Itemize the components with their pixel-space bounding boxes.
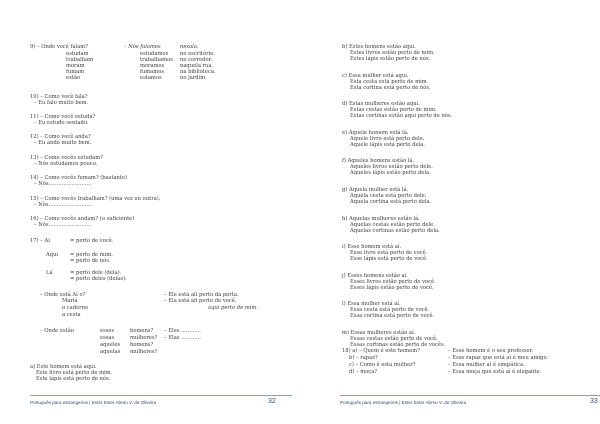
ex9-answer-head: – Nós falamos [124, 44, 161, 50]
onde-estao-demonstrative: esses [100, 328, 115, 334]
demonstrative-title: j) Esses homens estão aí. [342, 272, 408, 279]
demonstrative-line: Essas cortinas estão perto de vocês. [350, 342, 446, 348]
onde-estao-demonstrative: aqueles [100, 342, 121, 348]
ex10-question: 10) – Como você fala? [30, 94, 88, 100]
ex9-answer-verb: estudamos [140, 51, 169, 57]
ex18-question: d) – moça? [349, 369, 378, 375]
ex9-verb: moram [66, 63, 85, 69]
demonstrative-line: Estas cortinas estão aqui perto de nós. [350, 113, 453, 120]
ex12-answer: – Eu ando muito bem. [34, 140, 92, 146]
ex17-adverb: Lá [46, 270, 53, 276]
ex9-verb: trabalham [66, 57, 94, 63]
onde-estao-noun: mulheres? [130, 349, 158, 355]
ex18-question: c) – Como é esta mulher? [349, 362, 416, 368]
demonstrative-title: m) Essas mulheres estão aí. [342, 330, 416, 336]
onde-esta-reply: – Ela está ali perto de você. [164, 298, 237, 304]
ex15-answer: – Nós.......................... [34, 202, 92, 208]
page-number: 33 [590, 398, 598, 405]
onde-esta-item: Maria [62, 298, 78, 304]
exa-line: Este lápis está perto de nós. [36, 376, 111, 382]
exa-line: Este livro está perto de mim. [36, 370, 113, 376]
onde-esta-reply: – Ele está ali perto da porta. [164, 292, 239, 298]
ex9-verb: fumam [66, 69, 85, 75]
onde-estao-reply: – Elas ............ [164, 335, 201, 341]
ex16-answer: – Nós.......................... [34, 222, 92, 228]
demonstrative-line: Aquelas cortinas estão perto dela. [350, 227, 440, 234]
right-page [300, 0, 600, 424]
ex18-answer: – Essa moça que está aí é elegante. [448, 369, 542, 375]
ex18-question: b) – rapaz? [349, 355, 378, 361]
ex15-question: 15) – Como vocês trabalham? (uma vez ou outra). [30, 196, 161, 202]
ex13-answer: – Nós estudamos pouco. [34, 161, 98, 167]
ex9-place: no escritório. [180, 51, 215, 57]
demonstrative-line: Esse lápis está perto de você. [350, 256, 428, 263]
demonstrative-line: Aquele livro está perto dele. [350, 135, 425, 142]
ex9-place: no corredor. [180, 57, 213, 63]
onde-esta-item: o caderno [62, 305, 89, 311]
ex9-verb: estão [66, 75, 81, 81]
ex10-answer: – Eu falo muito bem. [34, 100, 89, 106]
demonstrative-title: d) Estas mulheres estão aqui. [342, 101, 420, 108]
onde-esta-lead: – Onde está Aí o? [40, 292, 86, 298]
ex18-question: 18) a) – Quem é este homem? [342, 348, 420, 354]
demonstrative-line: Esses livros estão perto de você. [350, 278, 436, 285]
onde-estao-reply: – Eles ............ [164, 328, 201, 334]
ex14-question: 14) – Como vocês fumam? (bastante) [30, 175, 128, 181]
onde-estao-demonstrative: aquelas [100, 349, 121, 355]
demonstrative-line: Aquela cesta está perto dele. [350, 193, 427, 199]
demonstrative-line: Aquela cortina está perto dela. [350, 199, 432, 205]
ex9-answer-verb: moramos [140, 63, 165, 69]
demonstrative-line: Essa cesta está perto de você. [350, 307, 430, 314]
demonstrative-title: b) Estes homens estão aqui. [342, 44, 416, 50]
footer-text: Português para estrangeiros | Ester Ester Abreu V. de Oliveira [30, 400, 157, 405]
demonstrative-line: Aquele lápis está perto dela. [350, 141, 425, 148]
ex12-question: 12) – Como você anda? [30, 134, 91, 140]
demonstrative-line: Essa cortina está perto de você. [350, 313, 435, 320]
demonstrative-line: Aquelas cestas estão perto dele. [350, 221, 435, 228]
ex17-meaning: = perto de nós. [70, 258, 111, 264]
demonstrative-title: h) Aquelas mulheres estão lá. [342, 215, 420, 222]
demonstrative-line: Estes lápis estão perto de nós. [350, 56, 431, 62]
onde-esta-reply: aqui perto de mim. [208, 305, 258, 311]
demonstrative-line: Aqueles livros estão perto dele. [350, 164, 433, 171]
demonstrative-title: l) Essa mulher está aí. [342, 301, 401, 308]
page-number: 32 [268, 398, 276, 405]
ex17-adverb: Aqui [46, 252, 59, 258]
onde-esta-item: a cesta [62, 312, 81, 318]
demonstrative-line: Aqueles lápis estão perto dela. [350, 170, 431, 177]
demonstrative-title: f) Aqueles homens estão lá. [342, 158, 415, 165]
onde-estao-lead: – Onde estão [40, 328, 74, 334]
ex9-place: no jardim. [180, 75, 207, 81]
demonstrative-line: Esta cortina está perto de nós. [350, 84, 431, 91]
demonstrative-line: Estes livros estão perto de mim. [350, 50, 435, 56]
demonstrative-title: c) Essa mulher está aqui. [342, 72, 409, 79]
ex14-answer: – Nós.......................... [34, 181, 92, 187]
ex18-answer: – Esse homem é o seu professor. [448, 348, 534, 354]
ex17-meaning: = perto de você. [70, 238, 114, 244]
ex9-answer-verb: trabalhamos [140, 57, 173, 63]
ex9-place-head: nesala. [180, 44, 199, 50]
ex18-answer: – Esse rapaz que está aí é meu amigo. [448, 355, 549, 361]
demonstrative-line: Esses lápis estão perto de você. [350, 284, 434, 291]
ex18-answer: – Essa mulher aí é simpática. [448, 362, 525, 368]
demonstrative-title: i) Esse homem está aí. [342, 244, 402, 251]
ex16-question: 16) – Como vocês andam? (o suficiente) [30, 216, 135, 222]
ex11-question: 11) – Como você estuda? [30, 114, 96, 120]
ex17-meaning: = perto de mim. [70, 252, 113, 258]
demonstrative-title: e) Aquele homem está lá. [342, 129, 409, 136]
exa-title: a) Este homem está aqui. [30, 364, 97, 370]
ex17-meaning: = perto deles (delas). [70, 276, 127, 282]
footer-rule [30, 395, 292, 396]
demonstrative-title: g) Aquela mulher está lá. [342, 187, 409, 193]
ex13-question: 13) – Como vocês estudam? [30, 155, 103, 161]
ex9-place: na biblioteca. [180, 69, 216, 75]
demonstrative-line: Estas cestas estão perto de mim. [350, 107, 437, 114]
onde-estao-noun: homens? [130, 342, 154, 348]
ex17-head: 17) – Aí [30, 238, 50, 244]
footer-text: Português para estrangeiros | Ester Ester Abreu V. de Oliveira [340, 400, 467, 405]
ex11-answer: – Eu estudo sentado. [34, 120, 89, 126]
onde-estao-noun: mulheres? [130, 335, 158, 341]
onde-estao-noun: homens? [130, 328, 154, 334]
ex9-answer-verb: estamos [140, 75, 162, 81]
footer-rule [340, 395, 600, 396]
ex17-meaning: = perto dele (dela). [70, 270, 122, 276]
demonstrative-line: Essas cestas estão perto de você. [350, 336, 438, 342]
onde-estao-demonstrative: essas [100, 335, 115, 341]
demonstrative-line: Esse livro está perto de você. [350, 250, 428, 257]
ex9-verb: estudam [66, 51, 89, 57]
demonstrative-line: Esta cesta está perto de mim. [350, 78, 429, 85]
ex9-question: 9) – Onde você falam? [30, 44, 88, 50]
ex9-answer-verb: fumamos [140, 69, 164, 75]
ex9-place: naquela rua. [180, 63, 214, 69]
